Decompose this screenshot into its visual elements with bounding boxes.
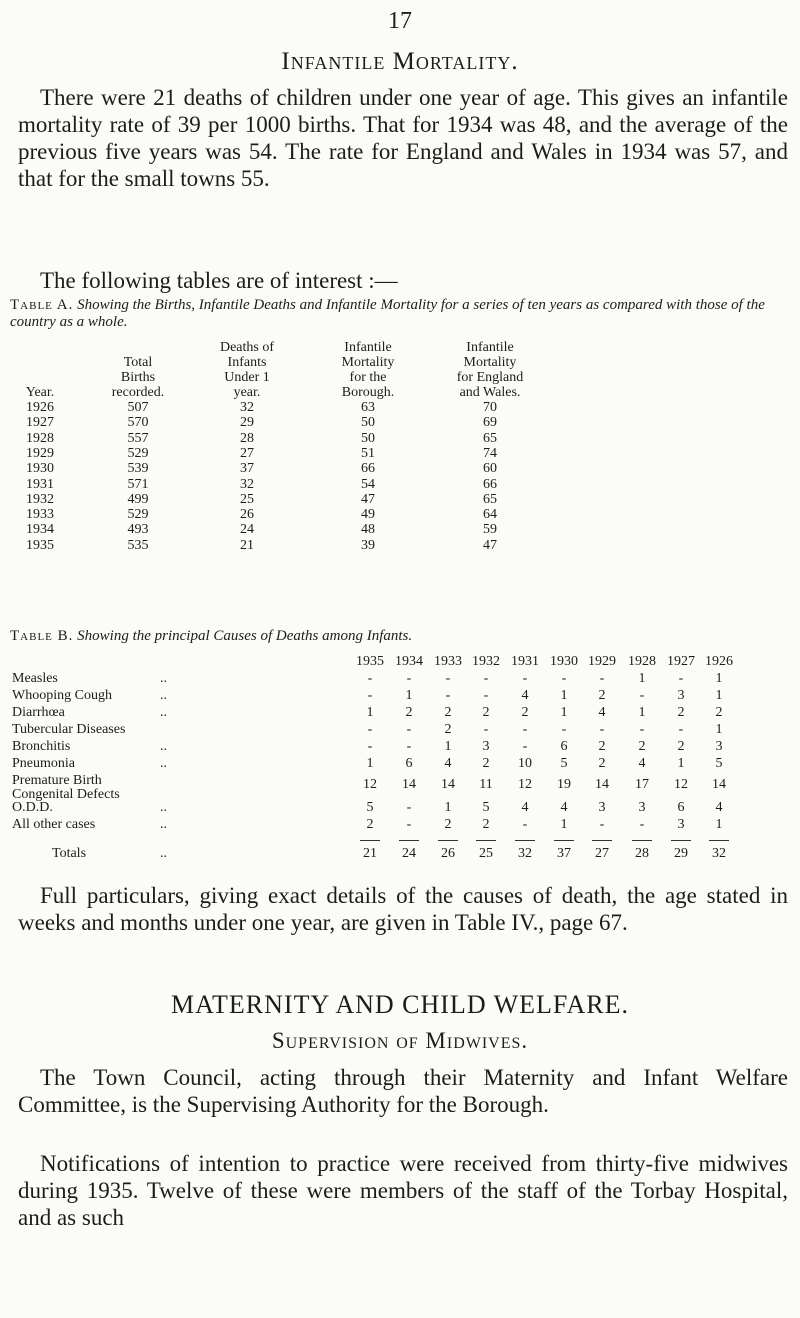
table-b-total: 29 bbox=[674, 846, 688, 861]
table-b-dots: .. bbox=[160, 688, 167, 703]
table-b-cause: Premature Birth bbox=[12, 773, 102, 788]
table-b-cell: 14 bbox=[402, 777, 416, 792]
table-b-cell: - bbox=[561, 671, 567, 686]
table-b-cell: - bbox=[406, 800, 412, 815]
table-b-cell: 11 bbox=[479, 777, 493, 792]
table-a-header-borough: for the bbox=[349, 370, 387, 385]
table-b-dots: .. bbox=[160, 846, 167, 861]
table-b-year-header: 1932 bbox=[472, 654, 500, 669]
table-b-cell: 6 bbox=[405, 756, 413, 771]
table-b-cell: 2 bbox=[482, 705, 490, 720]
table-a-header-births: Births bbox=[120, 370, 156, 385]
table-b-cell: 4 bbox=[638, 756, 646, 771]
table-b-dots: .. bbox=[160, 671, 167, 686]
table-b-total: 24 bbox=[402, 846, 416, 861]
table-b-cell: - bbox=[678, 722, 684, 737]
table-b-caption bbox=[10, 628, 795, 645]
particulars-paragraph: Full particulars, giving exact details of the causes of death, the age stated in weeks and months under one year, are given in Table IV., page 67. bbox=[18, 883, 788, 935]
table-b-cell: 1 bbox=[366, 756, 374, 771]
table-b-total: 25 bbox=[479, 846, 493, 861]
table-a-cell: 49 bbox=[361, 507, 375, 523]
table-a-cell: 24 bbox=[240, 522, 254, 538]
table-b-year-header: 1929 bbox=[588, 654, 616, 669]
table-a-header-borough: Infantile bbox=[344, 340, 392, 355]
table-a-cell: 1927 bbox=[26, 415, 54, 431]
table-a-header-england: Mortality bbox=[463, 355, 517, 370]
table-a-cell: 59 bbox=[483, 522, 497, 538]
table-b-cell: 2 bbox=[366, 817, 374, 832]
table-b-cause: Pneumonia bbox=[12, 756, 75, 771]
table-a-cell: 66 bbox=[483, 476, 497, 492]
table-a-cell: 65 bbox=[483, 491, 497, 507]
table-b-cell: - bbox=[483, 688, 489, 703]
table-b-caption-text: Showing the principal Causes of Deaths among Infants. bbox=[77, 628, 413, 644]
table-a-cell: 54 bbox=[361, 476, 375, 492]
table-b-cell: - bbox=[561, 722, 567, 737]
table-a-cell: 74 bbox=[483, 445, 497, 461]
table-b-year-header: 1928 bbox=[628, 654, 656, 669]
table-b-cell: 4 bbox=[444, 756, 452, 771]
table-a-cell: 60 bbox=[483, 461, 497, 477]
table-b-cause: All other cases bbox=[12, 817, 96, 832]
table-b-cell: 1 bbox=[560, 705, 568, 720]
table-a-cell: 27 bbox=[240, 445, 254, 461]
table-b-cell: 12 bbox=[518, 777, 532, 792]
table-b-cell: 2 bbox=[482, 756, 490, 771]
table-b-total: 26 bbox=[441, 846, 455, 861]
table-a-cell: 26 bbox=[240, 507, 254, 523]
council-paragraph: The Town Council, acting through their Maternity and Infant Welfare Committee, is the Supervising Authority for the Borough. bbox=[18, 1065, 788, 1117]
table-b-cell: 4 bbox=[715, 800, 723, 815]
notifications-paragraph: Notifications of intention to practice were received from thirty-five midwives during 1935. Twelve of these were members of the staff of the Torbay Hospital, and as such bbox=[18, 1151, 788, 1230]
table-b-total-rule bbox=[476, 840, 496, 841]
table-b-cell: 1 bbox=[715, 671, 723, 686]
table-b-dots: .. bbox=[160, 756, 167, 771]
table-a-cell: 37 bbox=[240, 461, 254, 477]
table-b-cell: 1 bbox=[366, 705, 374, 720]
table-b-cell: - bbox=[367, 739, 373, 754]
table-b-cell: 1 bbox=[444, 800, 452, 815]
table-b-cell: 2 bbox=[444, 817, 452, 832]
table-b-cell: 19 bbox=[557, 777, 571, 792]
table-b-cause: Bronchitis bbox=[12, 739, 71, 754]
table-b-cell: - bbox=[445, 688, 451, 703]
table-b-total-rule bbox=[360, 840, 380, 841]
table-b-cell: - bbox=[522, 722, 528, 737]
table-b-total: 28 bbox=[635, 846, 649, 861]
table-b-cell: 4 bbox=[521, 688, 529, 703]
table-b-cell: - bbox=[406, 817, 412, 832]
table-a-cell: 32 bbox=[240, 400, 254, 415]
table-b-cell: 3 bbox=[677, 817, 685, 832]
table-b-cell: 2 bbox=[405, 705, 413, 720]
table-a-cell: 557 bbox=[127, 430, 149, 446]
table-b-total-rule bbox=[671, 840, 691, 841]
table-b-cell: - bbox=[367, 688, 373, 703]
table-b-year-header: 1933 bbox=[434, 654, 462, 669]
table-b-cell: - bbox=[406, 671, 412, 686]
table-a-cell: 1931 bbox=[26, 476, 54, 492]
table-a-header-borough: Mortality bbox=[341, 355, 395, 370]
table-b-dots: .. bbox=[160, 800, 167, 815]
table-a-cell: 39 bbox=[361, 537, 375, 553]
table-b-cell: - bbox=[522, 671, 528, 686]
table-b-cell: 5 bbox=[366, 800, 374, 815]
table-b-cell: 5 bbox=[715, 756, 723, 771]
table-b-cell: 3 bbox=[638, 800, 646, 815]
table-a-header-year: Year. bbox=[25, 385, 55, 400]
table-a-header-births: recorded. bbox=[111, 385, 165, 400]
table-b-totals-label: Totals bbox=[52, 846, 87, 861]
table-b-cell: 3 bbox=[677, 688, 685, 703]
table-b-cell: - bbox=[599, 817, 605, 832]
table-b-cell: 2 bbox=[715, 705, 723, 720]
table-b-cell: - bbox=[599, 722, 605, 737]
table-a-cell: 70 bbox=[483, 400, 497, 415]
table-b-cell: 4 bbox=[521, 800, 529, 815]
table-a-cell: 507 bbox=[127, 400, 149, 415]
table-b-cell: - bbox=[639, 688, 645, 703]
table-a-header-deaths: Deaths of bbox=[219, 340, 275, 355]
table-b-label: Table B. bbox=[10, 628, 74, 644]
table-b-total: 27 bbox=[595, 846, 609, 861]
table-b-cell: 2 bbox=[521, 705, 529, 720]
table-b-cell: 10 bbox=[518, 756, 532, 771]
table-b-cause: Measles bbox=[12, 671, 58, 686]
table-a-cell: 1934 bbox=[26, 522, 54, 538]
table-a-cell: 1932 bbox=[26, 491, 54, 507]
table-b-cell: - bbox=[483, 671, 489, 686]
table-b-cell: 1 bbox=[560, 817, 568, 832]
table-b-cell: 2 bbox=[444, 705, 452, 720]
table-b-cell: 6 bbox=[560, 739, 568, 754]
table-b-cell: 12 bbox=[363, 777, 377, 792]
table-a-cell: 48 bbox=[361, 522, 375, 538]
table-a-cell: 51 bbox=[361, 445, 375, 461]
table-b-cell: 2 bbox=[482, 817, 490, 832]
table-b-total-rule bbox=[632, 840, 652, 841]
table-b-cell: 6 bbox=[677, 800, 685, 815]
table-b-cell: - bbox=[678, 671, 684, 686]
table-b-cell: 2 bbox=[598, 756, 606, 771]
table-a-header-borough: Borough. bbox=[341, 385, 395, 400]
table-a-cell: 28 bbox=[240, 430, 254, 446]
table-a-cell: 493 bbox=[127, 522, 149, 538]
table-b-dots: .. bbox=[160, 739, 167, 754]
table-b-cell: - bbox=[599, 671, 605, 686]
table-b-total-rule bbox=[438, 840, 458, 841]
table-a-caption-text: Showing the Births, Infantile Deaths and Infantile Mortality for a series of ten years as compared with those of the country as a whole. bbox=[10, 297, 765, 330]
table-b-year-header: 1931 bbox=[511, 654, 539, 669]
table-b-cell: 1 bbox=[444, 739, 452, 754]
table-b-cell: 1 bbox=[715, 722, 723, 737]
table-b-cell: 4 bbox=[598, 705, 606, 720]
table-a-cell: 63 bbox=[361, 400, 375, 415]
table-b-cell: 14 bbox=[595, 777, 609, 792]
table-a-cell: 29 bbox=[240, 415, 254, 431]
table-b-cell: - bbox=[522, 817, 528, 832]
table-b-cell: - bbox=[406, 722, 412, 737]
table-b-total-rule bbox=[515, 840, 535, 841]
table-b-cell: 1 bbox=[715, 817, 723, 832]
table-b-cell: 2 bbox=[677, 705, 685, 720]
table-a-cell: 1928 bbox=[26, 430, 54, 446]
table-b-cell: 3 bbox=[482, 739, 490, 754]
table-a-header-deaths: year. bbox=[233, 385, 261, 400]
table-a-cell: 66 bbox=[361, 461, 375, 477]
intro-paragraph: There were 21 deaths of children under one year of age. This gives an infantile mortality rate of 39 per 1000 births. That for 1934 was 48, and the average of the previous five years was 54. The rate for England and Wales in 1934 was 57, and that for the small towns 55. bbox=[18, 85, 788, 191]
table-a-cell: 32 bbox=[240, 476, 254, 492]
table-b-cell: - bbox=[367, 722, 373, 737]
table-b-cell: 2 bbox=[598, 688, 606, 703]
table-a-label: Table A. bbox=[10, 297, 74, 313]
table-a-header-deaths: Infants bbox=[227, 355, 267, 370]
table-b-cell: - bbox=[639, 817, 645, 832]
table-b-cell: 2 bbox=[444, 722, 452, 737]
table-b-cell: 1 bbox=[715, 688, 723, 703]
table-a-header-england: and Wales. bbox=[459, 385, 521, 400]
table-b-cell: 5 bbox=[560, 756, 568, 771]
table-b-total: 37 bbox=[557, 846, 571, 861]
table-b-total-rule bbox=[554, 840, 574, 841]
table-a-caption bbox=[10, 297, 795, 331]
table-b-dots: .. bbox=[160, 817, 167, 832]
table-b-cell: 1 bbox=[638, 671, 646, 686]
table-b-total-rule bbox=[709, 840, 729, 841]
table-b-cell: 12 bbox=[674, 777, 688, 792]
table-b-cell: 5 bbox=[482, 800, 490, 815]
table-b-total: 21 bbox=[363, 846, 377, 861]
table-b-year-header: 1927 bbox=[667, 654, 695, 669]
table-b-cause: O.D.D. bbox=[12, 800, 53, 815]
table-a-cell: 47 bbox=[483, 537, 497, 553]
table-b-cell: - bbox=[406, 739, 412, 754]
table-a-header-deaths: Under 1 bbox=[224, 370, 270, 385]
table-a-header-england: Infantile bbox=[466, 340, 514, 355]
section-heading: Infantile Mortality. bbox=[281, 48, 519, 75]
table-a-cell: 1926 bbox=[26, 400, 54, 415]
table-b-cause: Whooping Cough bbox=[12, 688, 112, 703]
tables-intro: The following tables are of interest :— bbox=[40, 268, 398, 293]
table-a-header-england: for England bbox=[456, 370, 524, 385]
table-a-cell: 50 bbox=[361, 415, 375, 431]
table-a-cell: 47 bbox=[361, 491, 375, 507]
table-a-cell: 499 bbox=[127, 491, 149, 507]
table-a-cell: 571 bbox=[127, 476, 149, 492]
table-a-cell: 64 bbox=[483, 507, 497, 523]
page-number: 17 bbox=[388, 8, 412, 34]
table-a-cell: 535 bbox=[127, 537, 149, 553]
table-a-cell: 50 bbox=[361, 430, 375, 446]
table-a-cell: 529 bbox=[127, 445, 149, 461]
table-b-cell: 14 bbox=[712, 777, 726, 792]
table-a-cell: 1929 bbox=[26, 445, 54, 461]
table-b-cell: 4 bbox=[560, 800, 568, 815]
table-b-cell: 1 bbox=[405, 688, 413, 703]
table-b-year-header: 1935 bbox=[356, 654, 384, 669]
table-b-year-header: 1930 bbox=[550, 654, 578, 669]
table-a-cell: 539 bbox=[127, 461, 149, 477]
table-a-cell: 1933 bbox=[26, 507, 54, 523]
table-b-cell: 2 bbox=[598, 739, 606, 754]
table-a-cell: 69 bbox=[483, 415, 497, 431]
table-b-total-rule bbox=[592, 840, 612, 841]
table-b-total-rule bbox=[399, 840, 419, 841]
table-b-cell: 2 bbox=[677, 739, 685, 754]
table-b-total: 32 bbox=[712, 846, 726, 861]
table-a-cell: 25 bbox=[240, 491, 254, 507]
table-a-header-births: Total bbox=[123, 355, 153, 370]
table-b-dots: .. bbox=[160, 705, 167, 720]
table-b-cell: 14 bbox=[441, 777, 455, 792]
table-b-cell: 17 bbox=[635, 777, 649, 792]
table-a-cell: 529 bbox=[127, 507, 149, 523]
table-b-cell: - bbox=[522, 739, 528, 754]
table-a-cell: 1935 bbox=[26, 537, 54, 553]
table-a-cell: 65 bbox=[483, 430, 497, 446]
table-b-cell: - bbox=[367, 671, 373, 686]
table-b-cell: - bbox=[445, 671, 451, 686]
table-b-cell: - bbox=[639, 722, 645, 737]
table-b-cause: Tubercular Diseases bbox=[12, 722, 126, 737]
table-b-cause: Diarrhœa bbox=[12, 705, 65, 720]
table-b-cell: 2 bbox=[638, 739, 646, 754]
table-a-cell: 1930 bbox=[26, 461, 54, 477]
table-b-total: 32 bbox=[518, 846, 532, 861]
table-a-cell: 21 bbox=[240, 537, 254, 553]
table-a-cell: 570 bbox=[127, 415, 149, 431]
table-b-cell: - bbox=[483, 722, 489, 737]
table-b-cell: 1 bbox=[560, 688, 568, 703]
table-b-cell: 3 bbox=[598, 800, 606, 815]
table-b-cell: 3 bbox=[715, 739, 723, 754]
table-b-cell: 1 bbox=[677, 756, 685, 771]
maternity-heading: MATERNITY AND CHILD WELFARE. bbox=[171, 990, 629, 1019]
table-b-year-header: 1934 bbox=[395, 654, 423, 669]
table-b-cause: Congenital Defects bbox=[12, 787, 120, 802]
table-b-cell: 1 bbox=[638, 705, 646, 720]
midwives-heading: Supervision of Midwives. bbox=[271, 1028, 529, 1053]
table-b-year-header: 1926 bbox=[705, 654, 733, 669]
